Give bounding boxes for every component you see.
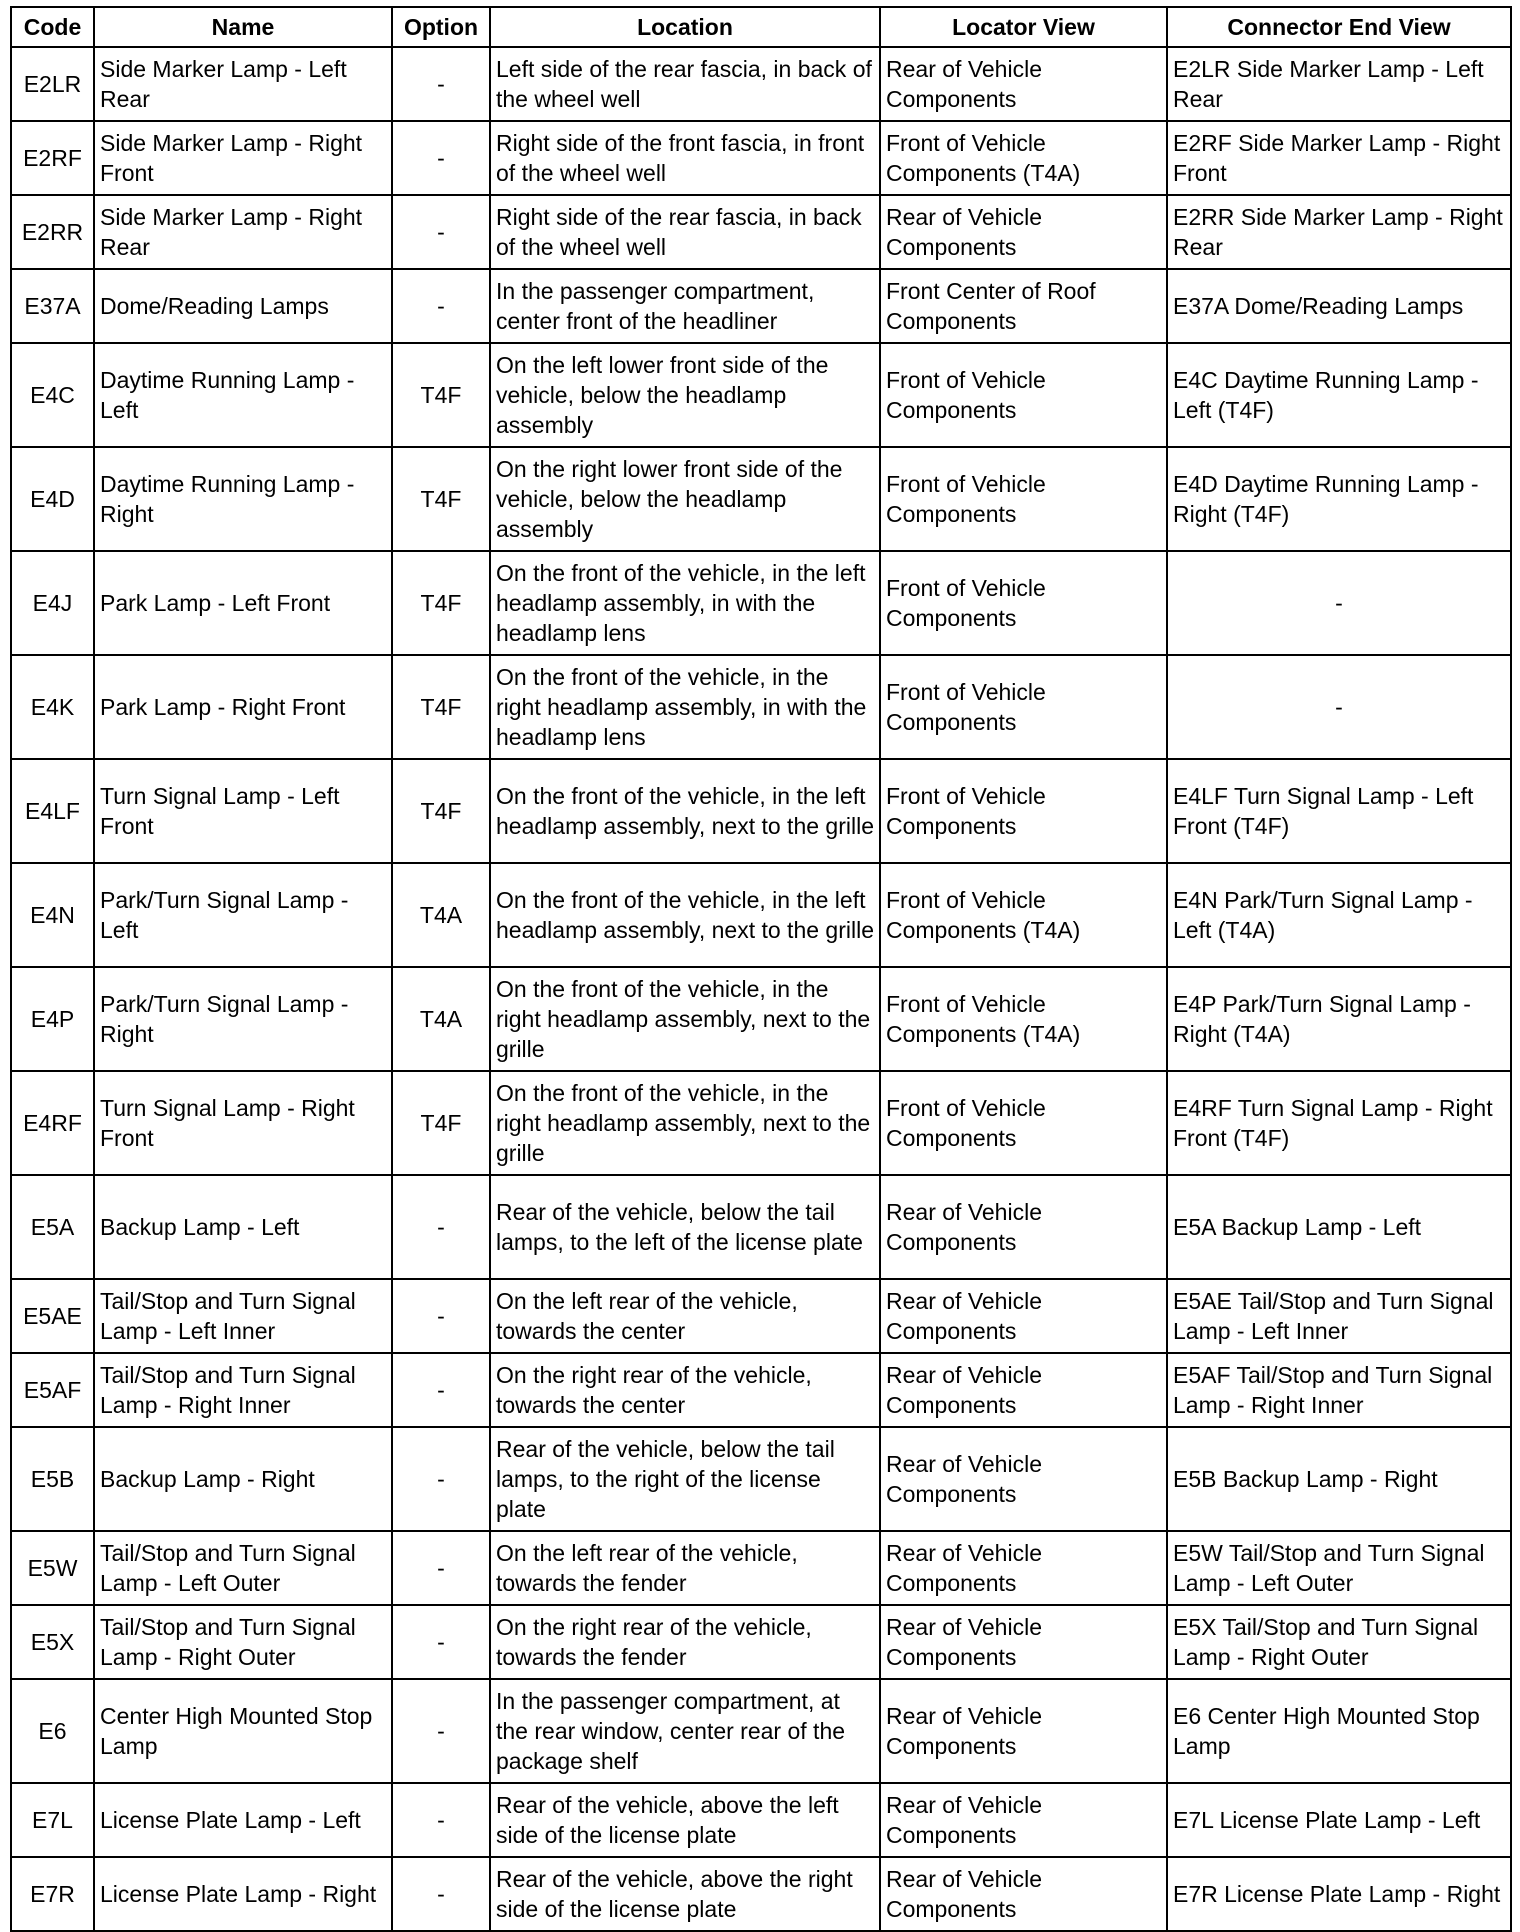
cell-locator-view: Front of Vehicle Components (T4A) <box>880 863 1167 967</box>
cell-location: On the left lower front side of the vehicle, below the headlamp assembly <box>490 343 880 447</box>
cell-location: On the left rear of the vehicle, towards the fender <box>490 1531 880 1605</box>
cell-name: Backup Lamp - Left <box>94 1175 392 1279</box>
cell-name: Tail/Stop and Turn Signal Lamp - Left Outer <box>94 1531 392 1605</box>
cell-locator-view: Front of Vehicle Components <box>880 759 1167 863</box>
cell-option: T4F <box>392 655 490 759</box>
header-connector-end-view: Connector End View <box>1167 7 1511 47</box>
cell-locator-view: Front of Vehicle Components <box>880 655 1167 759</box>
cell-connector-end-view: E5AE Tail/Stop and Turn Signal Lamp - Left Inner <box>1167 1279 1511 1353</box>
table-row <box>11 1605 1511 1679</box>
cell-locator-view: Rear of Vehicle Components <box>880 1353 1167 1427</box>
cell-connector-end-view: - <box>1167 655 1511 759</box>
cell-locator-view: Rear of Vehicle Components <box>880 47 1167 121</box>
cell-locator-view: Front of Vehicle Components <box>880 343 1167 447</box>
cell-option: T4F <box>392 447 490 551</box>
cell-name: Side Marker Lamp - Right Front <box>94 121 392 195</box>
cell-connector-end-view: E6 Center High Mounted Stop Lamp <box>1167 1679 1511 1783</box>
cell-locator-view: Rear of Vehicle Components <box>880 1679 1167 1783</box>
table-row <box>11 1783 1511 1857</box>
cell-location: Rear of the vehicle, above the left side of the license plate <box>490 1783 880 1857</box>
cell-option: T4A <box>392 863 490 967</box>
cell-name: License Plate Lamp - Right <box>94 1857 392 1931</box>
cell-option: T4F <box>392 1071 490 1175</box>
cell-code: E5AF <box>11 1353 94 1427</box>
cell-connector-end-view: E4C Daytime Running Lamp - Left (T4F) <box>1167 343 1511 447</box>
cell-location: Rear of the vehicle, below the tail lamps, to the right of the license plate <box>490 1427 880 1531</box>
cell-location: On the left rear of the vehicle, towards the center <box>490 1279 880 1353</box>
cell-code: E4P <box>11 967 94 1071</box>
cell-locator-view: Front Center of Roof Components <box>880 269 1167 343</box>
cell-locator-view: Rear of Vehicle Components <box>880 1605 1167 1679</box>
cell-locator-view: Rear of Vehicle Components <box>880 1427 1167 1531</box>
cell-option: - <box>392 1857 490 1931</box>
cell-name: Tail/Stop and Turn Signal Lamp - Left Inner <box>94 1279 392 1353</box>
cell-location: Rear of the vehicle, above the right side of the license plate <box>490 1857 880 1931</box>
cell-code: E4RF <box>11 1071 94 1175</box>
cell-name: Backup Lamp - Right <box>94 1427 392 1531</box>
cell-name: License Plate Lamp - Left <box>94 1783 392 1857</box>
cell-name: Park/Turn Signal Lamp - Left <box>94 863 392 967</box>
cell-name: Park Lamp - Right Front <box>94 655 392 759</box>
cell-connector-end-view: E2RR Side Marker Lamp - Right Rear <box>1167 195 1511 269</box>
cell-locator-view: Front of Vehicle Components (T4A) <box>880 967 1167 1071</box>
cell-name: Daytime Running Lamp - Right <box>94 447 392 551</box>
cell-locator-view: Front of Vehicle Components <box>880 1071 1167 1175</box>
header-option: Option <box>392 7 490 47</box>
cell-code: E4D <box>11 447 94 551</box>
cell-option: - <box>392 1531 490 1605</box>
cell-location: On the front of the vehicle, in the left headlamp assembly, next to the grille <box>490 863 880 967</box>
cell-connector-end-view: E2LR Side Marker Lamp - Left Rear <box>1167 47 1511 121</box>
table-row <box>11 1531 1511 1605</box>
cell-option: - <box>392 1175 490 1279</box>
cell-connector-end-view: E5X Tail/Stop and Turn Signal Lamp - Right Outer <box>1167 1605 1511 1679</box>
cell-locator-view: Rear of Vehicle Components <box>880 1279 1167 1353</box>
table-row <box>11 121 1511 195</box>
cell-locator-view: Rear of Vehicle Components <box>880 1531 1167 1605</box>
cell-connector-end-view: E4RF Turn Signal Lamp - Right Front (T4F) <box>1167 1071 1511 1175</box>
table-row <box>11 269 1511 343</box>
cell-location: On the front of the vehicle, in the left headlamp assembly, in with the headlamp lens <box>490 551 880 655</box>
cell-code: E4J <box>11 551 94 655</box>
cell-name: Turn Signal Lamp - Left Front <box>94 759 392 863</box>
cell-code: E5AE <box>11 1279 94 1353</box>
table-header-row <box>11 7 1511 47</box>
cell-code: E4LF <box>11 759 94 863</box>
cell-option: - <box>392 121 490 195</box>
cell-code: E2LR <box>11 47 94 121</box>
table-row <box>11 863 1511 967</box>
table-row <box>11 1353 1511 1427</box>
cell-locator-view: Front of Vehicle Components <box>880 551 1167 655</box>
cell-connector-end-view: E4N Park/Turn Signal Lamp - Left (T4A) <box>1167 863 1511 967</box>
cell-connector-end-view: E5A Backup Lamp - Left <box>1167 1175 1511 1279</box>
cell-option: - <box>392 1353 490 1427</box>
cell-connector-end-view: E5AF Tail/Stop and Turn Signal Lamp - Right Inner <box>1167 1353 1511 1427</box>
cell-connector-end-view: E4D Daytime Running Lamp - Right (T4F) <box>1167 447 1511 551</box>
cell-code: E6 <box>11 1679 94 1783</box>
cell-code: E5A <box>11 1175 94 1279</box>
cell-location: In the passenger compartment, at the rear window, center rear of the package shelf <box>490 1679 880 1783</box>
cell-code: E5B <box>11 1427 94 1531</box>
cell-connector-end-view: E4P Park/Turn Signal Lamp - Right (T4A) <box>1167 967 1511 1071</box>
cell-name: Park Lamp - Left Front <box>94 551 392 655</box>
cell-locator-view: Front of Vehicle Components (T4A) <box>880 121 1167 195</box>
cell-code: E2RR <box>11 195 94 269</box>
table-row <box>11 967 1511 1071</box>
cell-code: E7R <box>11 1857 94 1931</box>
cell-name: Center High Mounted Stop Lamp <box>94 1679 392 1783</box>
header-code: Code <box>11 7 94 47</box>
cell-location: In the passenger compartment, center front of the headliner <box>490 269 880 343</box>
cell-connector-end-view: E37A Dome/Reading Lamps <box>1167 269 1511 343</box>
table-row <box>11 1071 1511 1175</box>
table-row <box>11 1857 1511 1931</box>
cell-name: Side Marker Lamp - Right Rear <box>94 195 392 269</box>
cell-option: - <box>392 1279 490 1353</box>
table-row <box>11 1427 1511 1531</box>
cell-name: Tail/Stop and Turn Signal Lamp - Right Outer <box>94 1605 392 1679</box>
table-row <box>11 655 1511 759</box>
table-row <box>11 1279 1511 1353</box>
cell-code: E37A <box>11 269 94 343</box>
table-row <box>11 195 1511 269</box>
cell-option: - <box>392 195 490 269</box>
cell-name: Park/Turn Signal Lamp - Right <box>94 967 392 1071</box>
table-row <box>11 1175 1511 1279</box>
cell-option: T4F <box>392 759 490 863</box>
table-row <box>11 343 1511 447</box>
cell-connector-end-view: E7R License Plate Lamp - Right <box>1167 1857 1511 1931</box>
cell-location: On the front of the vehicle, in the left headlamp assembly, next to the grille <box>490 759 880 863</box>
cell-location: Rear of the vehicle, below the tail lamps, to the left of the license plate <box>490 1175 880 1279</box>
cell-code: E4C <box>11 343 94 447</box>
cell-code: E7L <box>11 1783 94 1857</box>
cell-location: On the right rear of the vehicle, towards the fender <box>490 1605 880 1679</box>
cell-option: - <box>392 1605 490 1679</box>
cell-connector-end-view: E2RF Side Marker Lamp - Right Front <box>1167 121 1511 195</box>
header-name: Name <box>94 7 392 47</box>
cell-location: Right side of the front fascia, in front of the wheel well <box>490 121 880 195</box>
cell-locator-view: Rear of Vehicle Components <box>880 1857 1167 1931</box>
cell-location: Right side of the rear fascia, in back of the wheel well <box>490 195 880 269</box>
cell-connector-end-view: E5W Tail/Stop and Turn Signal Lamp - Left Outer <box>1167 1531 1511 1605</box>
cell-code: E5X <box>11 1605 94 1679</box>
cell-locator-view: Front of Vehicle Components <box>880 447 1167 551</box>
cell-option: - <box>392 1679 490 1783</box>
cell-location: On the front of the vehicle, in the right headlamp assembly, next to the grille <box>490 1071 880 1175</box>
component-locator-table <box>10 6 1512 1932</box>
cell-option: T4A <box>392 967 490 1071</box>
cell-code: E4N <box>11 863 94 967</box>
cell-option: - <box>392 47 490 121</box>
cell-name: Turn Signal Lamp - Right Front <box>94 1071 392 1175</box>
cell-connector-end-view: E7L License Plate Lamp - Left <box>1167 1783 1511 1857</box>
table-row <box>11 551 1511 655</box>
cell-option: T4F <box>392 551 490 655</box>
cell-locator-view: Rear of Vehicle Components <box>880 1783 1167 1857</box>
cell-name: Side Marker Lamp - Left Rear <box>94 47 392 121</box>
cell-name: Dome/Reading Lamps <box>94 269 392 343</box>
cell-code: E2RF <box>11 121 94 195</box>
cell-option: T4F <box>392 343 490 447</box>
cell-connector-end-view: - <box>1167 551 1511 655</box>
cell-location: On the right rear of the vehicle, towards the center <box>490 1353 880 1427</box>
cell-name: Tail/Stop and Turn Signal Lamp - Right Inner <box>94 1353 392 1427</box>
component-table-wrapper <box>10 6 1510 1932</box>
header-locator-view: Locator View <box>880 7 1167 47</box>
table-row <box>11 447 1511 551</box>
cell-name: Daytime Running Lamp - Left <box>94 343 392 447</box>
cell-connector-end-view: E4LF Turn Signal Lamp - Left Front (T4F) <box>1167 759 1511 863</box>
cell-location: On the front of the vehicle, in the right headlamp assembly, next to the grille <box>490 967 880 1071</box>
cell-connector-end-view: E5B Backup Lamp - Right <box>1167 1427 1511 1531</box>
cell-location: On the right lower front side of the vehicle, below the headlamp assembly <box>490 447 880 551</box>
table-row <box>11 1679 1511 1783</box>
cell-code: E5W <box>11 1531 94 1605</box>
header-location: Location <box>490 7 880 47</box>
cell-locator-view: Rear of Vehicle Components <box>880 1175 1167 1279</box>
table-row <box>11 759 1511 863</box>
cell-option: - <box>392 269 490 343</box>
cell-location: Left side of the rear fascia, in back of the wheel well <box>490 47 880 121</box>
table-row <box>11 47 1511 121</box>
cell-option: - <box>392 1427 490 1531</box>
cell-locator-view: Rear of Vehicle Components <box>880 195 1167 269</box>
cell-option: - <box>392 1783 490 1857</box>
cell-code: E4K <box>11 655 94 759</box>
cell-location: On the front of the vehicle, in the right headlamp assembly, in with the headlamp lens <box>490 655 880 759</box>
